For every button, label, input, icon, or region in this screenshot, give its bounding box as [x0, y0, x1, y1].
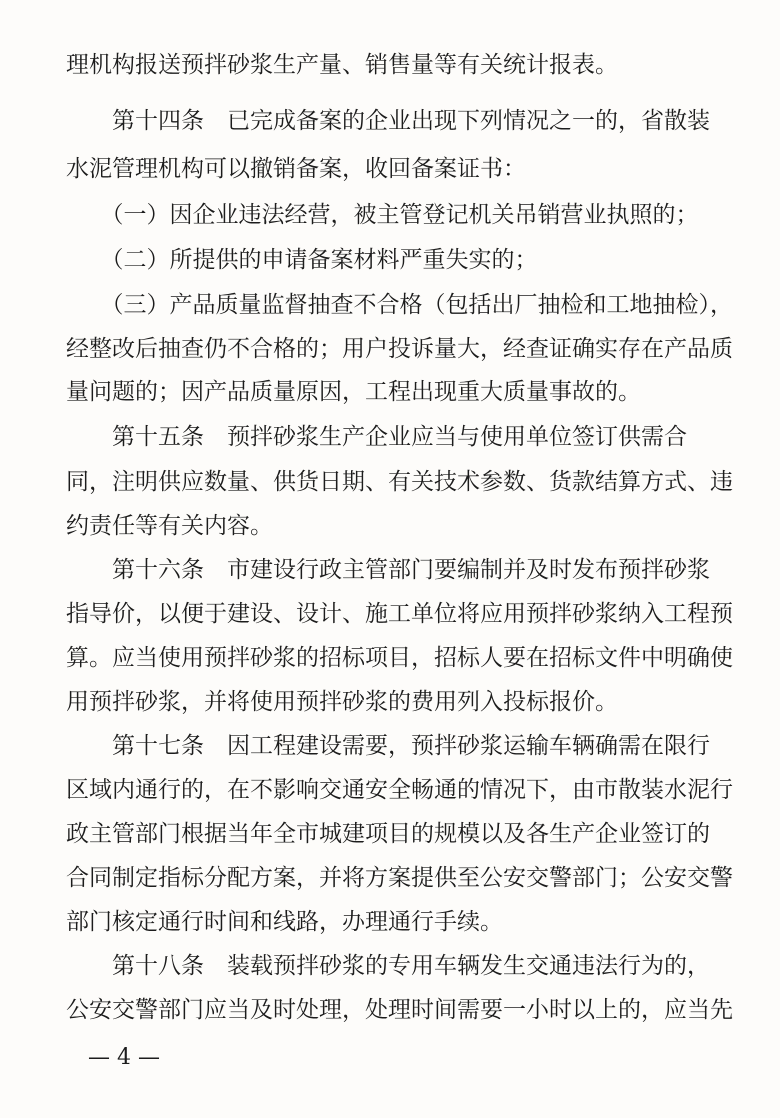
text-line: 用预拌砂浆，并将使用预拌砂浆的费用列入投标报价。: [66, 689, 618, 715]
text-line: 合同制定指标分配方案，并将方案提供至公安交警部门；公安交警: [66, 865, 733, 891]
text-line: 理机构报送预拌砂浆生产量、销售量等有关统计报表。: [66, 52, 618, 78]
text-line: 水泥管理机构可以撤销备案，收回备案证书：: [66, 156, 526, 182]
text-line: 政主管部门根据当年全市城建项目的规模以及各生产企业签订的: [66, 821, 710, 847]
text-line: 部门核定通行时间和线路，办理通行手续。: [66, 909, 503, 935]
text-line: 公安交警部门应当及时处理，处理时间需要一小时以上的，应当先: [66, 997, 733, 1023]
text-line: 量问题的；因产品质量原因，工程出现重大质量事故的。: [66, 379, 641, 405]
text-line: 同，注明供应数量、供货日期、有关技术参数、货款结算方式、违: [66, 469, 733, 495]
text-line: （二）所提供的申请备案材料严重失实的；: [66, 247, 538, 273]
page-number: — 4 —: [88, 1045, 160, 1070]
text-line: 第十七条 因工程建设需要，预拌砂浆运输车辆确需在限行: [66, 733, 710, 759]
document-page: [66, 50, 738, 1050]
text-line: 第十四条 已完成备案的企业出现下列情况之一的，省散装: [66, 108, 710, 134]
text-line: 指导价，以便于建设、设计、施工单位将应用预拌砂浆纳入工程预: [66, 601, 733, 627]
text-line: 区域内通行的，在不影响交通安全畅通的情况下，由市散装水泥行: [66, 777, 733, 803]
text-line: （一）因企业违法经营，被主管登记机关吊销营业执照的；: [66, 202, 699, 228]
text-line: 第十六条 市建设行政主管部门要编制并及时发布预拌砂浆: [66, 557, 710, 583]
text-line: 第十八条 装载预拌砂浆的专用车辆发生交通违法行为的，: [66, 953, 710, 979]
text-line: 第十五条 预拌砂浆生产企业应当与使用单位签订供需合: [66, 424, 687, 450]
text-line: （三）产品质量监督抽查不合格（包括出厂抽检和工地抽检），: [66, 292, 733, 318]
text-line: 算。应当使用预拌砂浆的招标项目，招标人要在招标文件中明确使: [66, 645, 733, 671]
text-line: 约责任等有关内容。: [66, 513, 273, 539]
text-line: 经整改后抽查仍不合格的；用户投诉量大，经查证确实存在产品质: [66, 336, 733, 362]
